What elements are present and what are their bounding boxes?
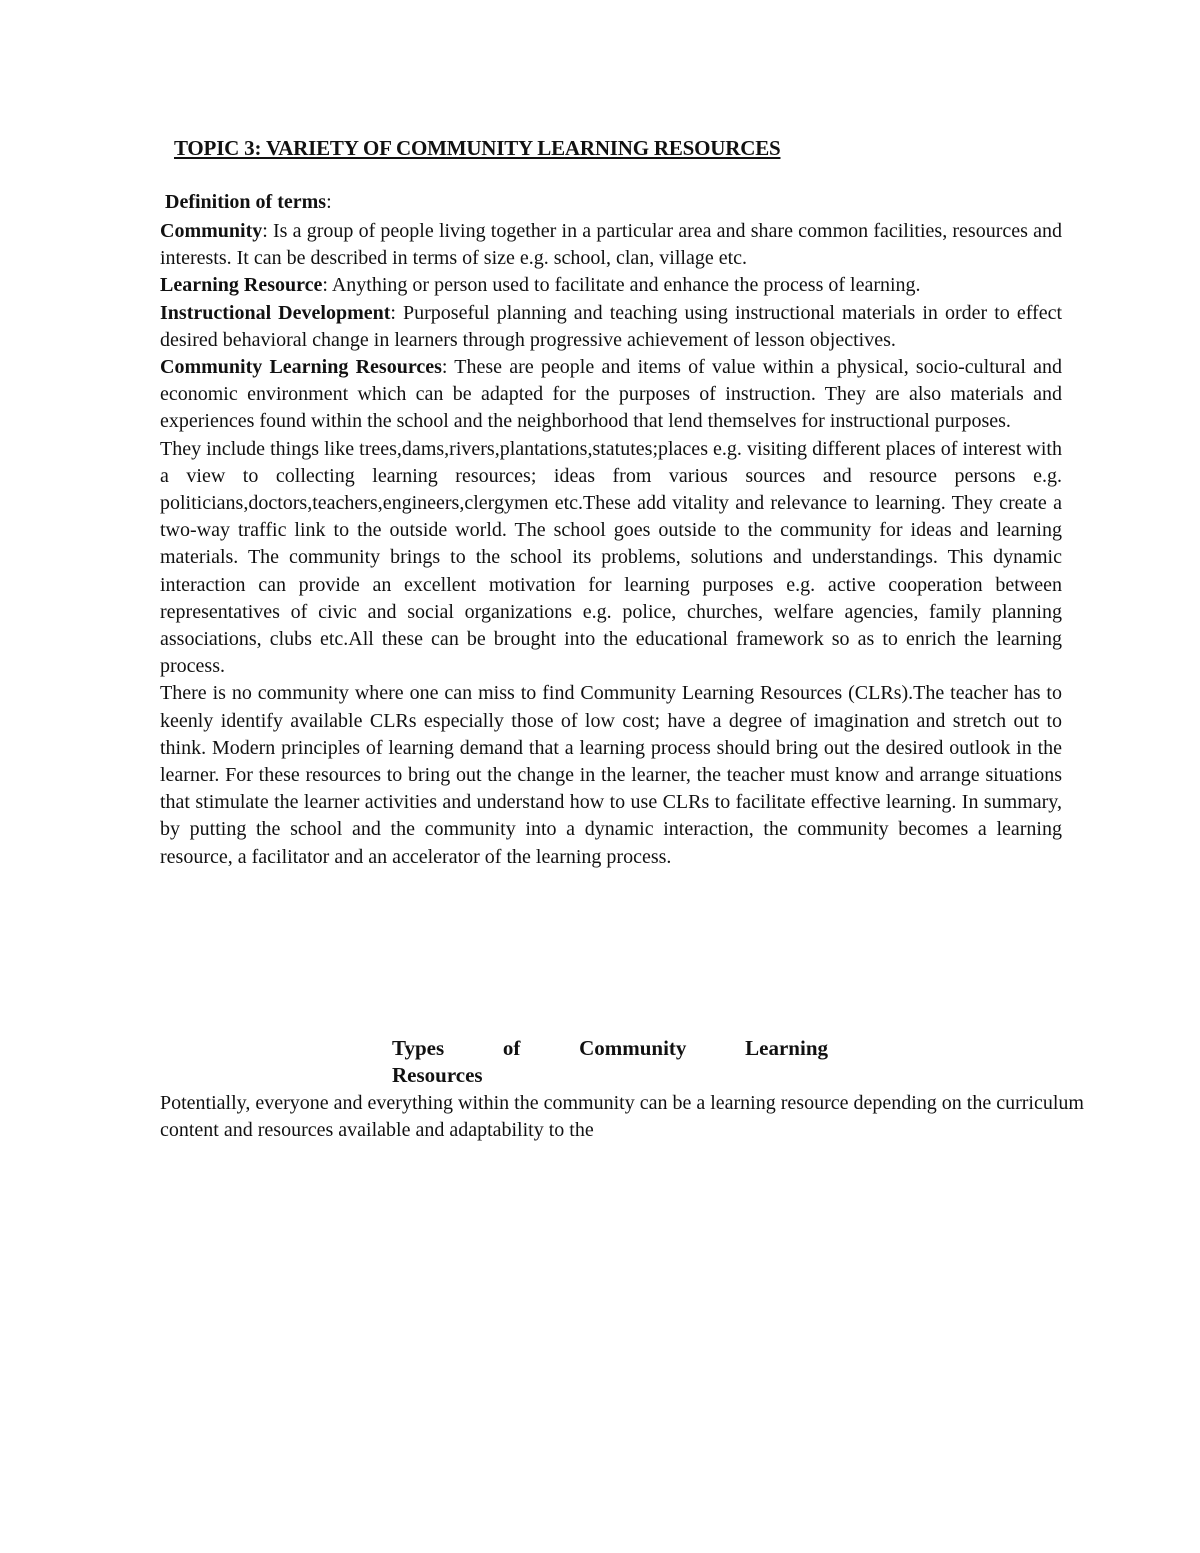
section-heading-line2: Resources (392, 1063, 483, 1087)
definition-community-learning-resources (160, 354, 1062, 436)
section-heading-line1: Types of Community Learning (392, 1036, 828, 1060)
definition-term: Community Learning Resources (160, 356, 442, 379)
definition-text: : Anything or person used to facilitate and enhance the process of learning. (322, 274, 921, 297)
definitions-heading (165, 191, 332, 214)
definition-community (160, 218, 1062, 272)
definition-instructional-development (160, 300, 1062, 354)
definitions-heading-colon: : (326, 191, 332, 213)
types-section-body (160, 1090, 1100, 1144)
paragraph-clrs: There is no community where one can miss to find Community Learning Resources (CLRs).The teacher has to keenly identify available CLRs especially those of low cost; have a degree of imagination and stretch out to think. Modern principles of learning demand that a learning process should bring out the desired outlook in the learner. For these resources to bring out the change in the learner, the teacher must know and arrange situations that stimulate the learner activities and understand how to use CLRs to facilitate effective learning. In summary, by putting the school and the community into a dynamic interaction, the community becomes a learning resource, a facilitator and an accelerator of the learning process. (160, 682, 1062, 868)
definition-term: Learning Resource (160, 274, 323, 297)
paragraph-examples: They include things like trees,dams,rivers,plantations,statutes;places e.g. visiting different places of interest with a view to collecting learning resources; ideas from various sources and resource persons e.g. politicians,doctors,teachers,engineers,clergymen etc.These add vitality and relevance to learning. They create a two-way traffic link to the outside world. The school goes outside to the community for ideas and learning materials. The community brings to the school its problems, solutions and understandings. This dynamic interaction can provide an excellent motivation for learning purposes e.g. active cooperation between representatives of civic and social organizations e.g. police, churches, welfare agencies, family planning associations, clubs etc.All these can be brought into the educational framework so as to enrich the learning process. (160, 437, 1062, 678)
page-title: TOPIC 3: VARIETY OF COMMUNITY LEARNING RESOURCES (174, 136, 781, 160)
definition-term: Community (160, 220, 263, 242)
document-body (160, 218, 1062, 871)
definition-text: : Purposeful planning and teaching using instructional materials in order to effect desired behavioral change in learners through progressive achievement of lesson objectives. (160, 301, 1062, 351)
definition-text: : These are people and items of value within a physical, socio-cultural and economic environment which can be adapted for the purposes of instruction. They are also materials and experiences found within the school and the neighborhood that lend themselves for instructional purposes. (160, 356, 1062, 433)
paragraph-types-intro: Potentially, everyone and everything within the community can be a learning resource depending on the curriculum content and resources available and adaptability to the (160, 1092, 1084, 1142)
definitions-heading-label: Definition of terms (165, 191, 327, 213)
definition-term: Instructional Development (160, 301, 391, 324)
definition-learning-resource (160, 272, 1062, 299)
section-heading-types (392, 1035, 828, 1089)
definition-text: : Is a group of people living together in a particular area and share common facilities, resources and interests. It can be described in terms of size e.g. school, clan, village etc. (160, 220, 1062, 270)
